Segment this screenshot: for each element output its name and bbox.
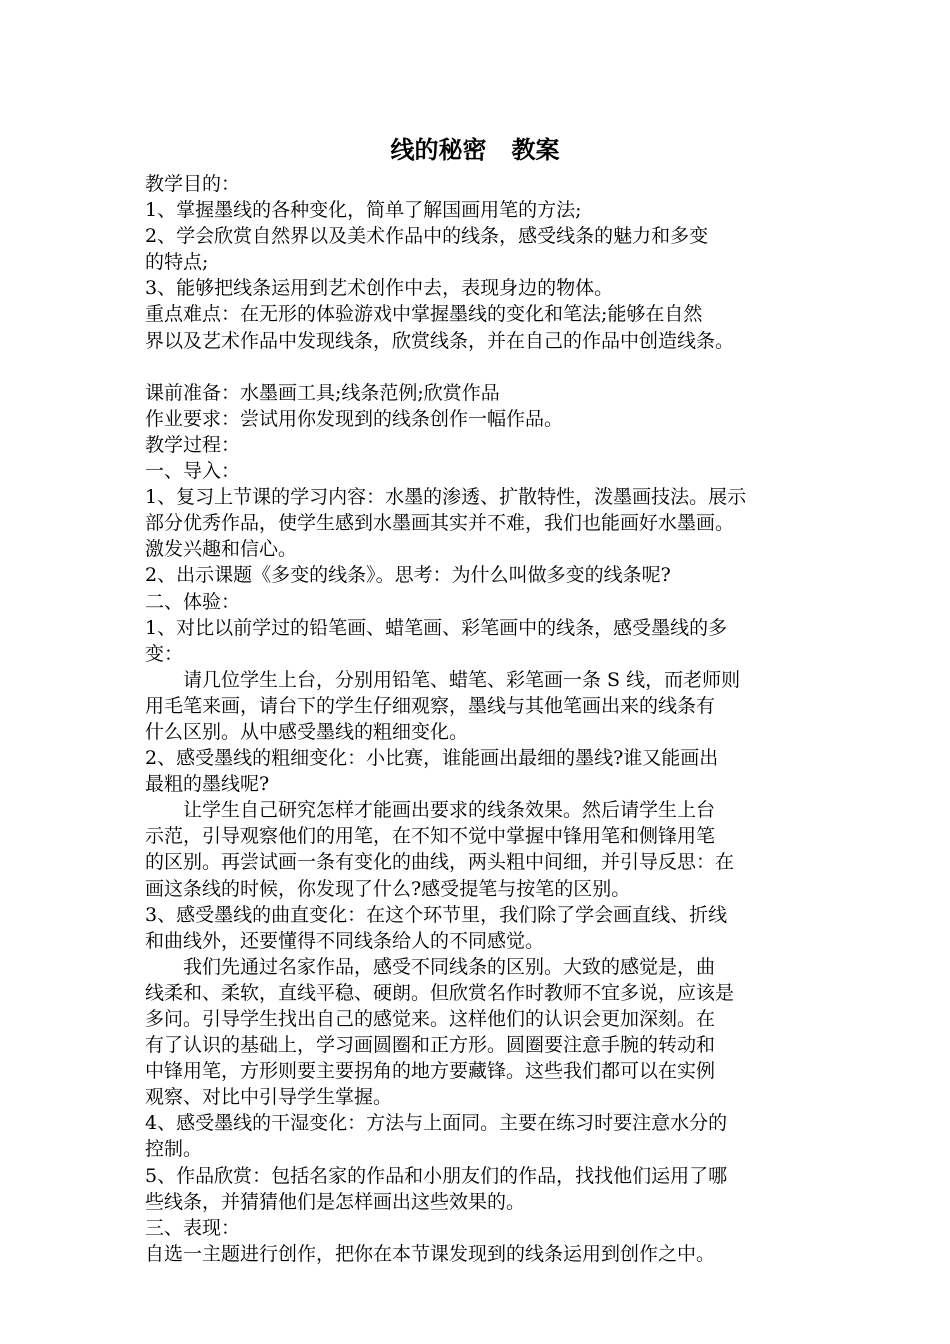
body-line: 画这条线的时候，你发现了什么?感受提笔与按笔的区别。 [145,877,631,900]
body-line: 三、表现： [145,1216,241,1239]
document-body [145,171,810,1267]
blank-line [145,354,810,380]
body-line: 和曲线外，还要懂得不同线条给人的不同感觉。 [145,929,545,952]
body-line: 二、体验： [145,590,241,613]
body-line: 作业要求：尝试用你发现到的线条创作一幅作品。 [145,407,564,430]
body-line: 2、感受墨线的粗细变化：小比赛，谁能画出最细的墨线?谁又能画出 [145,747,719,770]
body-line: 变： [145,642,184,665]
body-line: 2、出示课题《多变的线条》。思考：为什么叫做多变的线条呢? [145,564,671,587]
body-line: 自选一主题进行创作，把你在本节课发现到的线条运用到创作之中。 [145,1242,716,1265]
body-line: 激发兴趣和信心。 [145,538,298,561]
body-line: 5、作品欣赏：包括名家的作品和小朋友们的作品，找找他们运用了哪 [145,1164,728,1187]
body-line: 有了认识的基础上，学习画圆圈和正方形。圆圈要注意手腕的转动和 [145,1034,716,1057]
body-line: 重点难点：在无形的体验游戏中掌握墨线的变化和笔法;能够在自然 [145,303,703,326]
body-line: 教学目的： [145,173,241,195]
body-line: 4、感受墨线的干湿变化：方法与上面同。主要在练习时要注意水分的 [145,1112,728,1135]
body-line: 中锋用笔，方形则要主要拐角的地方要藏锋。这些我们都可以在实例 [145,1060,716,1083]
body-line: 界以及艺术作品中发现线条，欣赏线条，并在自己的作品中创造线条。 [145,329,735,352]
body-line: 1、掌握墨线的各种变化，简单了解国画用笔的方法; [145,199,582,222]
body-line: 些线条，并猜猜他们是怎样画出这些效果的。 [145,1190,526,1213]
body-line: 示范，引导观察他们的用笔，在不知不觉中掌握中锋用笔和侧锋用笔 [145,825,716,848]
body-line: 控制。 [145,1138,203,1161]
body-line: 1、对比以前学过的铅笔画、蜡笔画、彩笔画中的线条，感受墨线的多 [145,616,728,639]
body-line: 部分优秀作品，使学生感到水墨画其实并不难，我们也能画好水墨画。 [145,512,735,535]
body-line: 用毛笔来画，请台下的学生仔细观察，墨线与其他笔画出来的线条有 [145,694,716,717]
body-line: 3、能够把线条运用到艺术创作中去，表现身边的物体。 [145,277,614,300]
body-line: 的特点; [145,251,209,274]
body-line: 3、感受墨线的曲直变化：在这个环节里，我们除了学会画直线、折线 [145,903,728,926]
body-line: 多问。引导学生找出自己的感觉来。这样他们的认识会更加深刻。在 [145,1008,716,1030]
body-line: 最粗的墨线呢? [145,773,270,796]
body-line: 观察、对比中引导学生掌握。 [145,1086,393,1109]
body-line: 1、复习上节课的学习内容：水墨的渗透、扩散特性，泼墨画技法。展示 [145,486,747,509]
body-line: 的区别。再尝试画一条有变化的曲线，两头粗中间细，并引导反思：在 [145,851,735,874]
body-line: 教学过程： [145,433,241,456]
body-line: 什么区别。从中感受墨线的粗细变化。 [145,720,469,743]
body-line: 我们先通过名家作品，感受不同线条的区别。大致的感觉是，曲 [145,955,716,978]
body-line: 课前准备：水墨画工具;线条范例;欣赏作品 [145,381,500,404]
body-line: 一、导入： [145,460,241,483]
body-line: 让学生自己研究怎样才能画出要求的线条效果。然后请学生上台 [145,799,716,822]
document-title: 线的秘密 教案 [390,136,560,164]
body-line: 2、学会欣赏自然界以及美术作品中的线条，感受线条的魅力和多变 [145,225,709,248]
body-line: 请几位学生上台，分别用铅笔、蜡笔、彩笔画一条 S 线，而老师则 [145,668,741,691]
body-line: 线柔和、柔软，直线平稳、硬朗。但欣赏名作时教师不宜多说，应该是 [145,981,735,1004]
